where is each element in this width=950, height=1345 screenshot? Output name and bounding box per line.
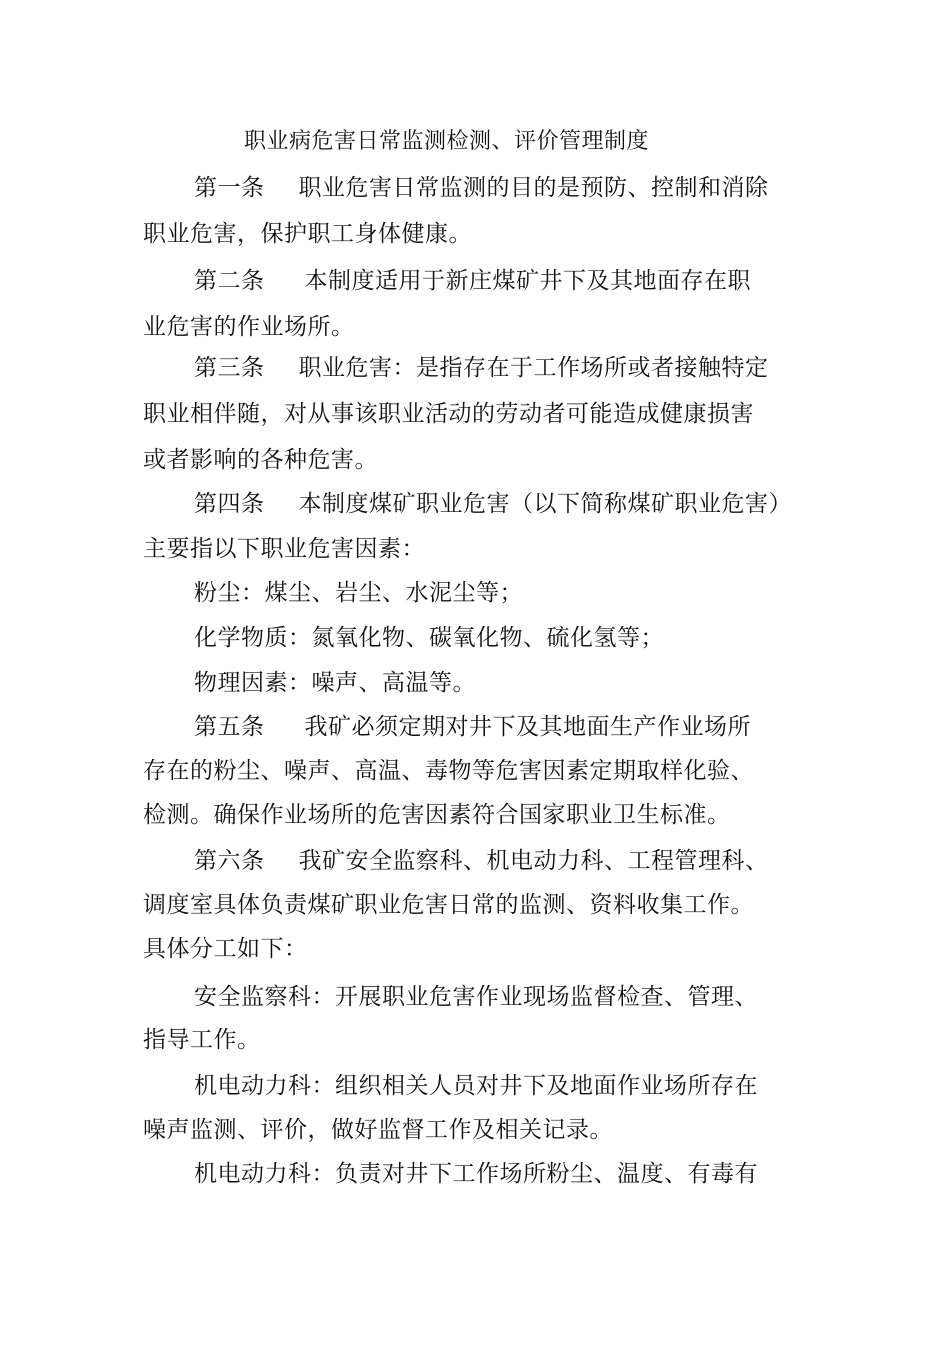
article-text: 我矿必须定期对井下及其地面生产作业场所 <box>304 714 751 740</box>
factor-item-physical: 物理因素：噪声、高温等。 <box>194 670 476 696</box>
article-6-continuation: 调度室具体负责煤矿职业危害日常的监测、资料收集工作。 <box>143 892 754 918</box>
article-6-continuation: 具体分工如下： <box>143 936 308 962</box>
factor-item-chemical: 化学物质：氮氧化物、碳氧化物、硫化氢等； <box>194 625 664 651</box>
article-label: 第一条 <box>194 175 265 201</box>
article-4-continuation: 主要指以下职业危害因素： <box>143 536 425 562</box>
article-label: 第四条 <box>194 491 265 517</box>
article-label: 第二条 <box>194 268 265 294</box>
duty-safety-supervision: 安全监察科：开展职业危害作业现场监督检查、管理、 <box>194 984 758 1010</box>
article-1-continuation: 职业危害，保护职工身体健康。 <box>143 221 472 247</box>
article-6-first-line <box>194 846 769 876</box>
article-text: 本制度适用于新庄煤矿井下及其地面存在职 <box>304 268 751 294</box>
article-text: 职业危害：是指存在于工作场所或者接触特定 <box>298 355 769 381</box>
duty-electromechanical-noise: 机电动力科：组织相关人员对井下及地面作业场所存在 <box>194 1073 758 1099</box>
article-4-first-line <box>194 489 792 519</box>
article-3-continuation: 或者影响的各种危害。 <box>143 447 378 473</box>
duty-continuation: 指导工作。 <box>143 1027 261 1053</box>
article-text: 本制度煤矿职业危害（以下简称煤矿职业危害） <box>298 491 792 517</box>
article-text: 职业危害日常监测的目的是预防、控制和消除 <box>298 175 769 201</box>
article-5-continuation: 存在的粉尘、噪声、高温、毒物等危害因素定期取样化验、 <box>143 758 754 784</box>
article-text: 我矿安全监察科、机电动力科、工程管理科、 <box>298 848 769 874</box>
article-label: 第五条 <box>194 714 265 740</box>
article-5-first-line <box>194 712 751 742</box>
duty-electromechanical-dust: 机电动力科：负责对井下工作场所粉尘、温度、有毒有 <box>194 1161 758 1187</box>
article-label: 第三条 <box>194 355 265 381</box>
article-2-continuation: 业危害的作业场所。 <box>143 314 355 340</box>
article-1-first-line <box>194 173 769 203</box>
article-label: 第六条 <box>194 848 265 874</box>
article-2-first-line <box>194 266 751 296</box>
duty-continuation: 噪声监测、评价，做好监督工作及相关记录。 <box>143 1117 613 1143</box>
article-3-continuation: 职业相伴随，对从事该职业活动的劳动者可能造成健康损害 <box>143 401 754 427</box>
article-3-first-line <box>194 353 769 383</box>
document-title: 职业病危害日常监测检测、评价管理制度 <box>244 129 650 154</box>
factor-item-dust: 粉尘：煤尘、岩尘、水泥尘等； <box>194 580 523 606</box>
article-5-continuation: 检测。确保作业场所的危害因素符合国家职业卫生标准。 <box>143 802 731 828</box>
